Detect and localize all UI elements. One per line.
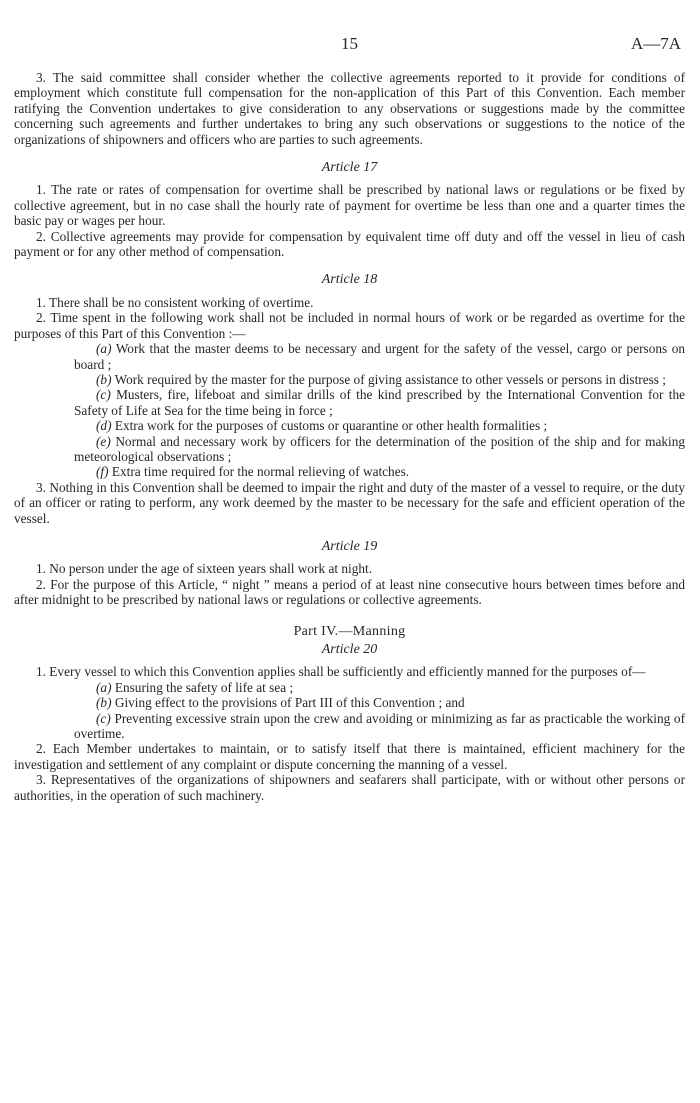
article-20-paragraph-3: 3. Representatives of the organizations of shipowners and seafarers shall participate, with or without other persons or authorities, in the operation of such machinery. — [14, 772, 685, 803]
article-18-item-b: (b) Work required by the master for the purpose of giving assistance to other vessels or persons in distress ; — [96, 371, 666, 387]
article-18-heading: Article 18 — [321, 272, 378, 288]
article-18-paragraph-1: 1. There shall be no consistent working of overtime. — [36, 294, 314, 310]
article-18-item-f: (f) Extra time required for the normal relieving of watches. — [96, 464, 410, 480]
article-18-paragraph-3: 3. Nothing in this Convention shall be deemed to impair the right and duty of the master of a vessel to require, or the duty of an officer or rating to perform, any work deemed by the master to be necessary for the safe and efficient operation of the vessel. — [14, 479, 685, 526]
article-19-paragraph-1: 1. No person under the age of sixteen years shall work at night. — [36, 561, 373, 577]
article-17-paragraph-2: 2. Collective agreements may provide for compensation by equivalent time off duty and off the vessel in lieu of cash payment or for any other method of compensation. — [14, 228, 685, 260]
article-20-item-b: (b) Giving effect to the provisions of Part III of this Convention ; and — [96, 695, 465, 711]
part-4-heading: Part IV.—Manning — [293, 623, 406, 639]
article-20-paragraph-1: 1. Every vessel to which this Convention applies shall be sufficiently and efficiently manned for the purposes of— — [36, 664, 646, 680]
page-number: 15 — [341, 34, 358, 53]
article-20-heading: Article 20 — [321, 642, 378, 657]
article-20-item-c: (c) Preventing excessive strain upon the crew and avoiding or minimizing as far as practicable the working of overtime. — [74, 710, 685, 742]
article-17-paragraph-1: 1. The rate or rates of compensation for overtime shall be prescribed by national laws or regulations or be fixed by collective agreement, but in no case shall the hourly rate of payment for overtime be less than one and a quarter times the basic pay or wages per hour. — [14, 182, 685, 229]
article-19-heading: Article 19 — [321, 538, 378, 554]
intro-paragraph: 3. The said committee shall consider whether the collective agreements reported to it provide for conditions of employment which constitute full compensation for the non-application of this Part of this Convention. Each member ratifying the Convention undertakes to give consideration to any observations or suggestions made by the committee concerning such agreements and further undertakes to bring any such observations or suggestions to the notice of the organizations of shipowners and officers who are parties to such agreements. — [14, 70, 685, 147]
article-20-paragraph-2: 2. Each Member undertakes to maintain, or to satisfy itself that there is maintained, efficient machinery for the investigation and settlement of any complaint or dispute concerning the manning of a vessel. — [14, 741, 685, 772]
article-20-item-a: (a) Ensuring the safety of life at sea ; — [96, 679, 294, 695]
article-18-item-d: (d) Extra work for the purposes of customs or quarantine or other health formalities ; — [96, 418, 548, 434]
article-18-item-a: (a) Work that the master deems to be necessary and urgent for the safety of the vessel, cargo or persons on board ; — [74, 341, 685, 372]
article-18-item-c: (c) Musters, fire, lifeboat and similar drills of the kind prescribed by the International Convention for the Safety of Life at Sea for the time being in force ; — [74, 387, 685, 418]
document-body — [14, 70, 685, 803]
page-reference: A—7A — [630, 34, 681, 53]
article-18-paragraph-2: 2. Time spent in the following work shall not be included in normal hours of work or be regarded as overtime for the purposes of this Part of this Convention :— — [14, 310, 685, 341]
page-header — [14, 0, 685, 70]
article-19-paragraph-2: 2. For the purpose of this Article, “ night ” means a period of at least nine consecutive hours between times before and after midnight to be prescribed by national laws or regulations or collective agreements. — [14, 576, 685, 608]
article-18-item-e: (e) Normal and necessary work by officers for the determination of the position of the ship and for making meteorological observations ; — [74, 433, 686, 464]
article-17-heading: Article 17 — [321, 160, 378, 176]
